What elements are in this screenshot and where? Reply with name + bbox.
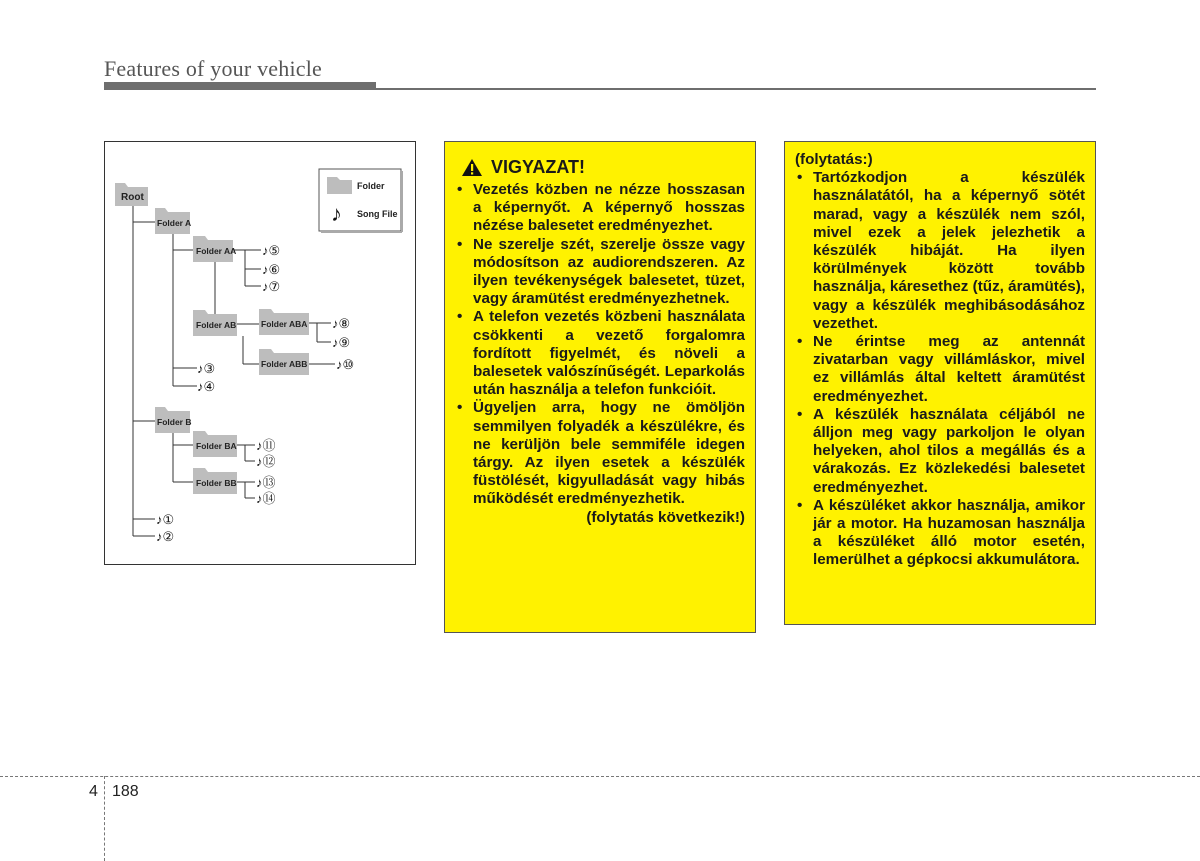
folder-aa-label: Folder AA — [196, 246, 237, 256]
root-label: Root — [121, 192, 144, 203]
list-item: • A készülék használata céljából ne álljon meg vagy parkoljon le olyan helyeken, ahol tilos a megállás és a várakozás. Ez közlekedési balesetet eredményezhet. — [795, 406, 1085, 497]
folder-a — [155, 208, 191, 234]
folder-aba — [259, 309, 309, 335]
folder-b — [155, 407, 191, 433]
song-file-3: ♪③ — [197, 361, 216, 376]
song-file-6: ♪⑥ — [262, 262, 281, 277]
page-header-title: Features of your vehicle — [104, 56, 323, 81]
legend-folder-label: Folder — [357, 181, 385, 191]
folder-aba-label: Folder ABA — [261, 319, 308, 329]
folder-bb-label: Folder BB — [196, 478, 237, 488]
chapter-number: 4 — [89, 783, 98, 800]
warning-1-list — [455, 181, 745, 509]
folder-a-label: Folder A — [157, 218, 192, 228]
song-file-1: ♪① — [156, 512, 175, 527]
folder-tree-svg — [105, 142, 417, 566]
song-file-13: ♪⑬ — [256, 475, 276, 490]
folder-tree-diagram — [104, 141, 416, 565]
warning-box-1 — [444, 141, 756, 633]
legend-music-note-icon: ♪ — [331, 201, 342, 226]
list-item: • Tartózkodjon a készülék használatától, ha a képernyő sötét marad, vagy a készülék nem szól, mivel ezek a jelek jelezhetik a készülék hibáját. Ha ilyen körülmények között tovább használja, káresethez (tűz, áramütés), vagy a készülék meghibásodásához vezethet. — [795, 169, 1085, 333]
list-item: • Ügyeljen arra, hogy ne ömöljön semmilyen folyadék a készülékre, és ne kerüljön bele semmiféle idegen tárgy. Az ilyen esetek a készülék füstölését, kigyulladását vagy hibás működését eredményezhetik. — [455, 399, 745, 508]
folder-abb-label: Folder ABB — [261, 359, 308, 369]
root-folder — [115, 183, 148, 206]
continued-label: (folytatás:) — [795, 151, 873, 168]
list-item: • A telefon vezetés közbeni használata csökkenti a vezető forgalomra fordított figyelmét, és növeli a balesetek valószínűségét. Leparkolás után használja a telefon funkcióit. — [455, 308, 745, 399]
song-file-7: ♪⑦ — [262, 279, 281, 294]
list-item: • Ne szerelje szét, szerelje össze vagy módosítson az audiorendszeren. Az ilyen tevékenységek balesetet, tüzet, vagy áramütést eredményezhetnek. — [455, 236, 745, 309]
song-file-11: ♪⑪ — [256, 438, 276, 453]
song-file-10: ♪⑩ — [336, 357, 355, 372]
song-file-4: ♪④ — [197, 379, 216, 394]
warning-triangle-icon — [461, 158, 483, 177]
page-number: 188 — [112, 783, 139, 800]
folder-b-label: Folder B — [157, 417, 192, 427]
song-file-14: ♪⑭ — [256, 491, 276, 506]
song-file-12: ♪⑫ — [256, 454, 276, 469]
folder-bb — [193, 468, 237, 494]
list-item: • A készüléket akkor használja, amikor jár a motor. Ha huzamosan használja a készüléket álló motor esetén, lemerülhet a gépkocsi akkumulátora. — [795, 497, 1085, 570]
folder-ba — [193, 431, 237, 457]
song-file-2: ♪② — [156, 529, 175, 544]
folder-abb — [259, 349, 309, 375]
legend — [319, 169, 402, 232]
footer-divider — [104, 776, 105, 861]
legend-song-label: Song File — [357, 209, 398, 219]
warning-heading — [461, 156, 745, 178]
song-file-5: ♪⑤ — [262, 243, 281, 258]
warning-box-2 — [784, 141, 1096, 625]
warning-title: VIGYAZAT! — [491, 157, 586, 177]
continued-next-note: (folytatás következik!) — [586, 508, 745, 526]
footer-rule — [0, 776, 1200, 777]
folder-ab-label: Folder AB — [196, 320, 237, 330]
warning-2-list — [795, 169, 1085, 569]
folder-aa — [193, 236, 236, 262]
header-rule-thin — [376, 88, 1096, 90]
folder-ba-label: Folder BA — [196, 441, 237, 451]
song-file-9: ♪⑨ — [332, 335, 351, 350]
list-item: • Vezetés közben ne nézze hosszasan a képernyőt. A képernyő hosszas nézése balesetet eredményezhet. — [455, 181, 745, 236]
header-rule-thick — [104, 82, 376, 90]
song-file-8: ♪⑧ — [332, 316, 351, 331]
list-item: • Ne érintse meg az antennát zivatarban vagy villámláskor, mivel ez villámlás által keltett áramütést eredményezhet. — [795, 333, 1085, 406]
